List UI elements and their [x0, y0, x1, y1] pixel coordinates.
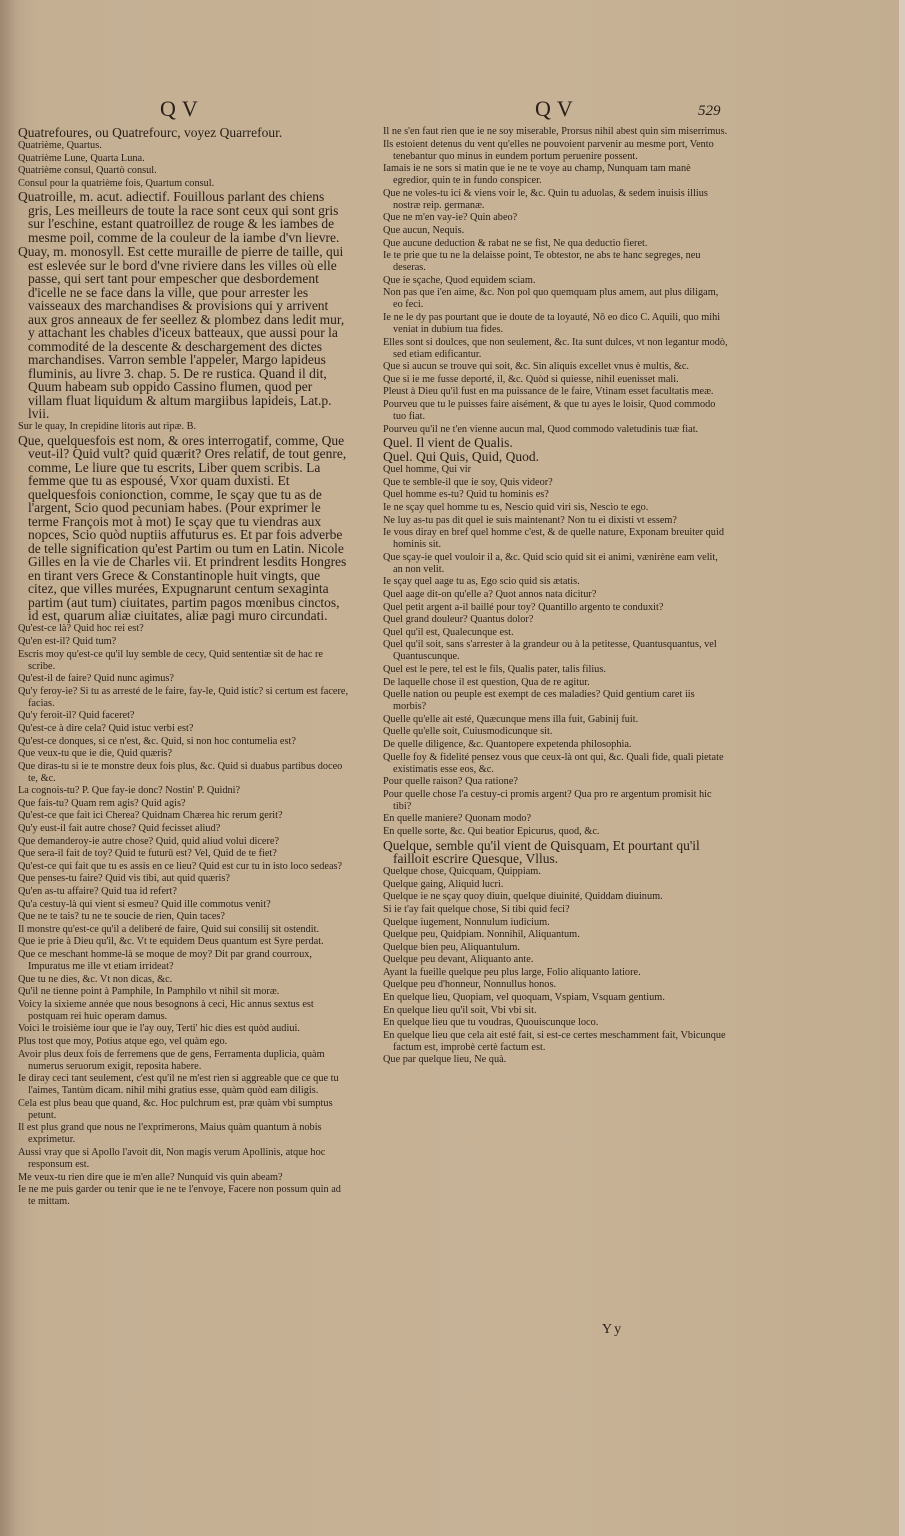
dictionary-entry: Pleust à Dieu qu'il fust en ma puissance de le faire, Vtinam esset facultatis meæ.: [383, 386, 714, 398]
dictionary-entry: Que aucun, Nequis.: [383, 224, 465, 236]
dictionary-entry: Quelque chose, Quicquam, Quippiam.: [383, 866, 541, 878]
dictionary-entry: En quelque lieu qu'il soit, Vbi vbi sit.: [383, 1004, 537, 1016]
dictionary-entry: Qu'est-ce donques, si ce n'est, &c. Quid, si non hoc contumelia est?: [18, 735, 296, 747]
dictionary-entry: Qu'y eust-il fait autre chose? Quid fecisset aliud?: [18, 823, 221, 835]
dictionary-entry: Quelque ie ne sçay quoy diuin, quelque diuinité, Quiddam diuinum.: [383, 891, 663, 903]
dictionary-entry: Quatroille, m. acut. adiectif. Fouillous parlant des chiens gris, Les meilleurs de toute la race sont ceux qui sont gris sur l'eschine, estant quatroillez de rouge & les iambes de mesme poil, comme de la couleur de la iambe d'vn lievre.: [18, 189, 340, 245]
dictionary-entry: Quelque peu, Quidpiam. Nonnihil, Aliquantum.: [383, 929, 580, 941]
dictionary-entry: Quelque peu d'honneur, Nonnullus honos.: [383, 979, 557, 991]
dictionary-entry: En quelque lieu, Quopiam, vel quoquam, Vspiam, Vsquam gentium.: [383, 992, 665, 1004]
dictionary-entry: Que ne te tais? tu ne te soucie de rien, Quin taces?: [18, 911, 225, 923]
dictionary-entry: Que sera-il fait de toy? Quid te futurū est? Vel, Quid de te fiet?: [18, 848, 277, 860]
dictionary-entry: Que ne voles-tu ici & viens voir le, &c. Quin tu aduolas, & sedem inuisis illius nostræ reip. germanæ.: [383, 187, 708, 211]
dictionary-entry: Consul pour la quatrième fois, Quartum consul.: [18, 177, 215, 189]
dictionary-entry: Si ie t'ay fait quelque chose, Si tibi quid feci?: [383, 903, 570, 915]
dictionary-entry: Il ne s'en faut rien que ie ne soy miserable, Prorsus nihil abest quin sim miserrimus.: [383, 126, 728, 137]
dictionary-entry: Quel homme, Qui vir: [383, 464, 472, 476]
dictionary-entry: Quel qu'il soit, sans s'arrester à la grandeur ou à la petitesse, Quantusquantus, vel Quantuscunque.: [383, 639, 717, 663]
dictionary-entry: Aussi vray que si Apollo l'avoit dit, Non magis verum Apollinis, atque hoc responsum est.: [18, 1146, 326, 1170]
dictionary-entry: Qu'est-ce à dire cela? Quid istuc verbi est?: [18, 722, 194, 734]
dictionary-entry: En quelque lieu que tu voudras, Quouiscunque loco.: [383, 1017, 599, 1029]
dictionary-entry: Qu'il ne tienne point à Pamphile, In Pamphilo vt nihil sit moræ.: [18, 986, 280, 998]
dictionary-entry: Quatrième, Quartus.: [18, 140, 102, 152]
dictionary-entry: Il est plus grand que nous ne l'exprimerons, Maius quàm quantum à nobis exprimetur.: [18, 1122, 322, 1146]
dictionary-entry: Qu'en est-il? Quid tum?: [18, 635, 117, 647]
dictionary-entry: Quelque peu devant, Aliquanto ante.: [383, 954, 534, 966]
dictionary-entry: Que si ie me fusse deporté, il, &c. Quòd si quiesse, nihil euenisset mali.: [383, 373, 679, 385]
dictionary-entry: Ils estoient detenus du vent qu'elles ne pouvoient parvenir au mesme port, Vento tenebantur quo minus in eundem portum peruenire possent.: [383, 138, 714, 162]
dictionary-entry: Que veux-tu que ie die, Quid quæris?: [18, 748, 173, 760]
dictionary-entry: Pourveu qu'il ne t'en vienne aucun mal, Quod commodo valetudinis tuæ fiat.: [383, 423, 699, 435]
dictionary-entry: Quelque bien peu, Aliquantulum.: [383, 941, 520, 953]
dictionary-entry: Ie sçay quel aage tu as, Ego scio quid sis ætatis.: [383, 576, 580, 588]
dictionary-entry: Que, quelquesfois est nom, & ores interrogatif, comme, Que veut-il? Quid vult? quid quærit? Ores relatif, de tout genre, comme, Le liure que tu escrits, Liber quem scribis. La femme que tu as espousé, Vxor quam duxisti. Et quelquesfois conionction, comme, Ie sçay que tu as de l'argent, Scio quod pecuniam habes. (Pour exprimer le terme François mot à mot) Ie sçay que tu viendras aux nopces, Scio quòd nuptiis affuturus es. Et par fois adverbe de telle signification qu'est Partim ou tum en Latin. Nicole Gilles en la vie de Charles vii. Et prindrent lesdits Hongres en tirant vers Grece & Constantinople huit vingts, que citez, que villes murées, Expugnarunt centum sexaginta partim (aut tum) ciuitates, partim pagos mœnibus cinctos, id est, quarum aliæ ciuitates, aliæ pagi muro circundati.: [18, 432, 347, 624]
dictionary-entry: Que tu ne dies, &c. Vt non dicas, &c.: [18, 973, 173, 985]
dictionary-entry: En quelle sorte, &c. Qui beatior Epicurus, quod, &c.: [383, 825, 600, 837]
dictionary-entry: Quel est le pere, tel est le fils, Qualis pater, talis filius.: [383, 664, 606, 675]
dictionary-entry: Qu'est-il de faire? Quid nunc agimus?: [18, 673, 174, 685]
dictionary-entry: Qu'est-ce qui fait que tu es assis en ce lieu? Quid est cur tu in isto loco sedeas?: [18, 860, 343, 872]
dictionary-entry: De laquelle chose il est question, Qua de re agitur.: [383, 676, 590, 688]
dictionary-entry: Ie vous diray en bref quel homme c'est, & de quelle nature, Exponam breuiter quid hominis sit.: [383, 527, 724, 551]
dictionary-entry: Cela est plus beau que quand, &c. Hoc pulchrum est, præ quàm vbi sumptus petunt.: [18, 1097, 333, 1121]
running-head-right: QV: [535, 96, 579, 121]
dictionary-entry: Que ne m'en vay-ie? Quin abeo?: [383, 212, 518, 224]
dictionary-entry: Ie ne le dy pas pourtant que ie doute de ta loyauté, Nō eo dico C. Aquili, quo mihi veniat in dubium tua fides.: [383, 311, 721, 335]
dictionary-entry: Que sçay-ie quel vouloir il a, &c. Quid scio quid sit ei animi, vænirène eam velit, an non velit.: [383, 551, 718, 575]
dictionary-entry: Pourveu que tu le puisses faire aisément, & que tu ayes le loisir, Quod commodo tuo fiat.: [383, 398, 716, 422]
dictionary-entry: Plus tost que moy, Potius atque ego, vel quàm ego.: [18, 1035, 228, 1047]
dictionary-entry: Que ie prie à Dieu qu'il, &c. Vt te equidem Deus quantum est Syre perdat.: [18, 936, 324, 948]
dictionary-entry: En quelle maniere? Quonam modo?: [383, 813, 532, 825]
dictionary-entry: Que fais-tu? Quam rem agis? Quid agis?: [18, 797, 186, 809]
dictionary-entry: Escris moy qu'est-ce qu'il luy semble de cecy, Quid sententiæ sit de hac re scribe.: [18, 648, 323, 672]
dictionary-entry: Qu'y feroit-il? Quid faceret?: [18, 710, 135, 722]
dictionary-entry: Quay, m. monosyll. Est cette muraille de pierre de taille, qui est eslevée sur le bord d'vne riviere dans les villes où elle passe, qui sert tant pour empescher que desbordement d'icelle ne se face dans la ville, que pour arrester les vaisseaux des marchandises & provisions qui y arrivent aux gros anneaux de fer seellez & plombez dans ledit mur, y attachant les chables d'iceux batteaux, que aussi pour la commodité de la descente & deschargement des dictes marchandises. Varron semble l'appeler, Margo lapideus fluminis, au livre 3. chap. 5. De re rustica. Quand il dit, Quum habeam sub oppido Cassino flumen, quod per villam fluat liquidum & altum margiibus lapideis, Lat.p. lvii.: [18, 244, 345, 422]
dictionary-entry: Quel. Il vient de Qualis.: [383, 435, 513, 451]
page-number: 529: [698, 103, 721, 119]
dictionary-entry: Qu'est-ce que fait ici Cherea? Quidnam Chærea hic rerum gerit?: [18, 810, 283, 822]
dictionary-entry: Quelque, semble qu'il vient de Quisquam, Et pourtant qu'il failloit escrire Quesque, Vllus.: [383, 837, 700, 867]
dictionary-entry: Que si aucun se trouve qui soit, &c. Sin aliquis excellet vnus è multis, &c.: [383, 361, 689, 373]
catchword: Yy: [602, 1322, 624, 1337]
dictionary-entry: Ie diray ceci tant seulement, c'est qu'il ne m'est rien si aggreable que ce que tu l'aimes, Tantùm dicam. nihil mihi gratius esse, quàm quòd eam diligis.: [18, 1073, 339, 1097]
dictionary-entry: Iamais ie ne sors si matin que ie ne te voye au champ, Nunquam tam manè egredior, quin te in fundo conspicer.: [383, 163, 691, 187]
dictionary-entry: Ie ne sçay quel homme tu es, Nescio quid viri sis, Nescio te ego.: [383, 502, 649, 514]
dictionary-entry: Sur le quay, In crepidine litoris aut ripæ. B.: [18, 421, 197, 433]
dictionary-entry: Quatrefoures, ou Quatrefourc, voyez Quarrefour.: [18, 125, 283, 140]
dictionary-entry: Avoir plus deux fois de ferremens que de gens, Ferramenta duplicia, quàm numerus seruorum exigit, reposita habere.: [18, 1048, 325, 1072]
dictionary-entry: Qu'en as-tu affaire? Quid tua id refert?: [18, 886, 177, 898]
dictionary-entry: Quel homme es-tu? Quid tu hominis es?: [383, 489, 549, 501]
dictionary-entry: Quatrième Lune, Quarta Luna.: [18, 152, 145, 164]
dictionary-entry: Que penses-tu faire? Quid vis tibi, aut quid quæris?: [18, 873, 230, 885]
dictionary-entry: Quelle foy & fidelité pensez vous que ceux-là ont qui, &c. Quali fide, quali pietate existimatis esse eos, &c.: [383, 751, 724, 775]
dictionary-entry: Quelle qu'elle ait esté, Quæcunque mens illa fuit, Gabinij fuit.: [383, 713, 639, 725]
running-head-left: QV: [160, 96, 204, 121]
dictionary-entry: Que demanderoy-ie autre chose? Quid, quid aliud volui dicere?: [18, 835, 280, 847]
dictionary-entry: Que ie sçache, Quod equidem sciam.: [383, 274, 536, 286]
dictionary-entry: Que te semble-il que ie soy, Quis videor?: [383, 476, 553, 488]
dictionary-entry: Quelle qu'elle soit, Cuiusmodicunque sit.: [383, 726, 553, 738]
dictionary-entry: Qu'est-ce là? Quid hoc rei est?: [18, 623, 144, 635]
dictionary-entry: De quelle diligence, &c. Quantopere expetenda philosophia.: [383, 738, 632, 750]
dictionary-entry: Pour quelle raison? Qua ratione?: [383, 776, 518, 788]
dictionary-entry: Quel. Qui Quis, Quid, Quod.: [383, 449, 539, 465]
dictionary-entry: Quelque iugement, Nonnulum iudicium.: [383, 916, 550, 928]
right-column: [383, 126, 728, 1067]
dictionary-entry: Ayant la fueille quelque peu plus large, Folio aliquanto latiore.: [383, 966, 641, 978]
dictionary-entry: Voici le troisième iour que ie l'ay ouy, Terti' hic dies est quòd audiui.: [18, 1023, 300, 1035]
page-edge: [899, 0, 905, 1536]
dictionary-entry: Quatrième consul, Quartò consul.: [18, 165, 157, 177]
dictionary-entry: Quel aage dit-on qu'elle a? Quot annos nata dicitur?: [383, 589, 597, 601]
dictionary-entry: Ne luy as-tu pas dit quel ie suis maintenant? Non tu ei dixisti vt essem?: [383, 514, 677, 526]
dictionary-entry: Que diras-tu si ie te monstre deux fois plus, &c. Quid si duabus partibus doceo te, &c.: [18, 760, 343, 784]
dictionary-entry: Me veux-tu rien dire que ie m'en alle? Nunquid vis quin abeam?: [18, 1171, 283, 1183]
dictionary-entry: Quelle nation ou peuple est exempt de ces maladies? Quid gentium caret iis morbis?: [383, 689, 695, 713]
dictionary-entry: La cognois-tu? P. Que fay-ie donc? Nostin' P. Quidni?: [18, 785, 241, 797]
dictionary-entry: Il monstre qu'est-ce qu'il a deliberé de faire, Quid sui consilij sit ostendit.: [18, 923, 320, 935]
dictionary-entry: Ie ne me puis garder ou tenir que ie ne te l'envoye, Facere non possum quin ad te mittam.: [18, 1184, 341, 1208]
dictionary-entry: Qu'a cestuy-là qui vient si esmeu? Quid ille commotus venit?: [18, 898, 271, 910]
dictionary-entry: Qu'y feroy-ie? Si tu as arresté de le faire, fay-le, Quid istic? si certum est facere, facias.: [18, 685, 349, 709]
dictionary-entry: Que aucune deduction & rabat ne se fist, Ne qua deductio fieret.: [383, 237, 648, 249]
dictionary-entry: Quel petit argent a-il baillé pour toy? Quantillo argento te conduxit?: [383, 601, 664, 613]
dictionary-entry: Quelque gaing, Aliquid lucri.: [383, 878, 504, 890]
dictionary-entry: En quelque lieu que cela ait esté fait, si est-ce certes meschamment fait, Vbicunque factum est, improbè certè factum est.: [383, 1029, 726, 1053]
dictionary-entry: Que ce meschant homme-là se moque de moy? Dit par grand courroux, Impuratus me ille vt etiam irrideat?: [18, 949, 312, 972]
dictionary-entry: Que par quelque lieu, Ne quà.: [383, 1054, 507, 1066]
dictionary-entry: Pour quelle chose l'a cestuy-ci promis argent? Qua pro re argentum promisit hic tibi?: [383, 788, 712, 812]
dictionary-entry: Elles sont si doulces, que non seulement, &c. Ita sunt dulces, vt non legantur modò, sed etiam edificantur.: [383, 336, 728, 360]
dictionary-entry: Voicy la sixieme année que nous besognons à ceci, Hic annus sextus est postquam rei huic operam damus.: [18, 998, 314, 1022]
dictionary-entry: Quel grand douleur? Quantus dolor?: [383, 614, 534, 626]
dictionary-entry: Ie te prie que tu ne la delaisse point, Te obtestor, ne abs te hanc segreges, neu deseras.: [383, 250, 701, 274]
dictionary-entry: Quel qu'il est, Qualecunque est.: [383, 626, 514, 638]
dictionary-entry: Non pas que i'en aime, &c. Non pol quo quemquam plus amem, aut plus diligam, eo feci.: [383, 287, 719, 311]
left-column: [18, 126, 350, 1209]
